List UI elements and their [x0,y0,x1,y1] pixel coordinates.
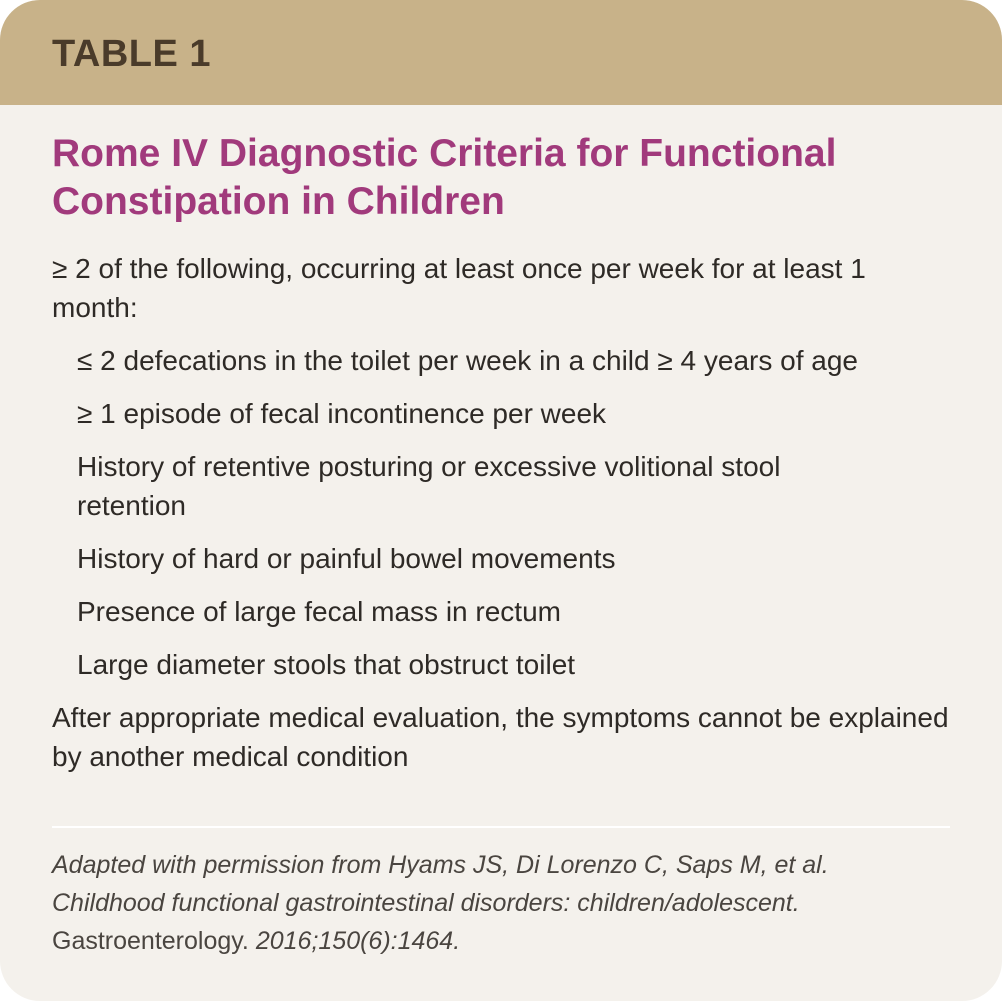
criteria-item: History of retentive posturing or excessive volitional stool retention [77,451,781,521]
table-header-bar [0,0,1002,105]
criteria-item: History of hard or painful bowel movements [77,543,616,574]
table-title [52,130,952,226]
source-line-2: Childhood functional gastrointestinal disorders: children/adolescent. [52,889,800,917]
source-note [52,846,972,960]
criteria-item: ≤ 2 defecations in the toilet per week in a child ≥ 4 years of age [77,345,858,376]
criteria-item: ≥ 1 episode of fecal incontinence per week [77,398,607,429]
divider [52,826,950,828]
source-citation: 2016;150(6):1464. [255,927,461,955]
table-title-line-1: Rome IV Diagnostic Criteria for Functional [52,132,837,175]
criteria-conclusion: After appropriate medical evaluation, the symptoms cannot be explained by another medical condition [52,702,949,772]
criteria-intro: ≥ 2 of the following, occurring at least once per week for at least 1 month: [52,253,866,323]
criteria-item: Presence of large fecal mass in rectum [77,596,561,627]
criteria-list [52,249,952,790]
table-label: TABLE 1 [52,33,212,75]
source-journal: Gastroenterology. [52,927,249,955]
criteria-item: Large diameter stools that obstruct toilet [77,649,576,680]
table-title-line-2: Constipation in Children [52,180,505,223]
source-line-1: Adapted with permission from Hyams JS, Di Lorenzo C, Saps M, et al. [52,851,829,879]
